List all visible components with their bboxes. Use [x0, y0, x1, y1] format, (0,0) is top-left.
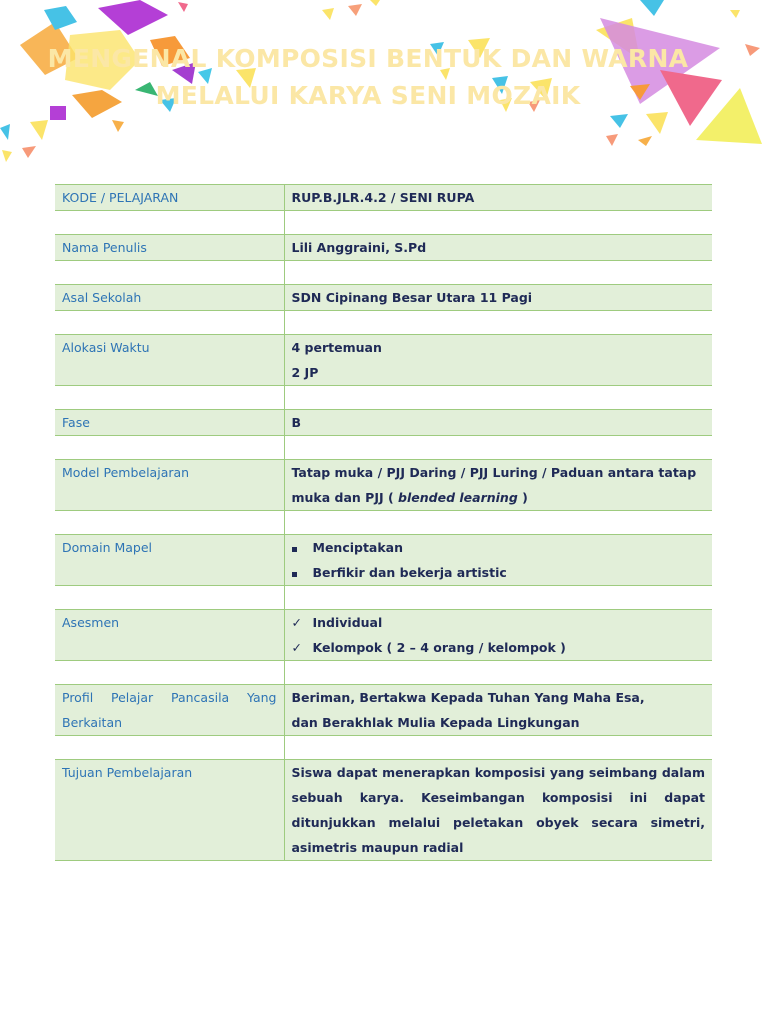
confetti-shape — [348, 4, 362, 16]
confetti-shape — [30, 120, 48, 140]
spacer-row — [55, 211, 712, 235]
confetti-shape — [606, 134, 618, 146]
penulis-value: Lili Anggraini, S.Pd — [284, 235, 712, 261]
kode-value: RUP.B.JLR.4.2 / SENI RUPA — [284, 185, 712, 211]
confetti-shape — [178, 2, 188, 12]
row-profil-pelajar — [55, 685, 712, 736]
waktu-line-1: 4 pertemuan — [291, 340, 382, 355]
fase-value: B — [284, 410, 712, 436]
spacer-row — [55, 586, 712, 610]
domain-value — [284, 535, 712, 586]
domain-item-text: Menciptakan — [312, 540, 404, 555]
spacer-row — [55, 261, 712, 285]
domain-label: Domain Mapel — [55, 535, 284, 586]
asesmen-item — [292, 610, 706, 635]
profil-label-word: Profil — [62, 690, 94, 705]
row-alokasi-waktu — [55, 335, 712, 386]
row-asesmen — [55, 610, 712, 661]
spacer-row — [55, 736, 712, 760]
waktu-label: Alokasi Waktu — [55, 335, 284, 386]
confetti-shape — [640, 0, 664, 16]
sekolah-value: SDN Cipinang Besar Utara 11 Pagi — [284, 285, 712, 311]
model-label: Model Pembelajaran — [55, 460, 284, 511]
waktu-value — [284, 335, 712, 386]
sekolah-label: Asal Sekolah — [55, 285, 284, 311]
row-kode — [55, 185, 712, 211]
spacer-row — [55, 661, 712, 685]
domain-item — [292, 535, 706, 560]
row-fase — [55, 410, 712, 436]
document-title — [0, 40, 736, 114]
asesmen-label: Asesmen — [55, 610, 284, 661]
square-bullet-icon — [292, 560, 313, 585]
profil-label-line-2: Berkaitan — [62, 715, 123, 730]
confetti-shape — [322, 8, 334, 20]
profil-label-word: Yang — [247, 690, 277, 705]
row-sekolah — [55, 285, 712, 311]
confetti-shape — [2, 150, 12, 162]
spacer-row — [55, 386, 712, 410]
domain-item-text: Berfikir dan bekerja artistic — [312, 565, 507, 580]
module-info-table — [55, 184, 712, 861]
profil-line-2: dan Berakhlak Mulia Kepada Lingkungan — [291, 715, 580, 730]
model-italic-text: blended learning — [398, 490, 518, 505]
checkmark-icon: ✓ — [291, 615, 302, 630]
square-bullet-icon — [292, 535, 313, 560]
fase-label: Fase — [55, 410, 284, 436]
row-domain-mapel — [55, 535, 712, 586]
confetti-shape — [730, 10, 740, 18]
model-value — [284, 460, 712, 511]
spacer-row — [55, 311, 712, 335]
profil-value — [284, 685, 712, 736]
spacer-row — [55, 436, 712, 460]
asesmen-value — [284, 610, 712, 661]
confetti-shape — [0, 124, 10, 140]
profil-line-1: Beriman, Bertakwa Kepada Tuhan Yang Maha Esa, — [291, 690, 645, 705]
profil-label-word: Pancasila — [171, 690, 230, 705]
asesmen-item — [292, 635, 706, 660]
row-tujuan-pembelajaran — [55, 760, 712, 861]
model-text: Tatap muka / PJJ Daring / PJJ Luring / Paduan antara tatap muka dan PJJ ( — [291, 465, 697, 505]
confetti-shape — [638, 136, 652, 146]
confetti-shape — [646, 112, 668, 134]
confetti-shape — [112, 120, 124, 132]
row-penulis — [55, 235, 712, 261]
profil-label-word: Pelajar — [111, 690, 154, 705]
confetti-shape — [610, 114, 628, 128]
checkmark-icon: ✓ — [291, 640, 302, 655]
asesmen-item-text: Kelompok ( 2 – 4 orang / kelompok ) — [312, 640, 566, 655]
title-line-2: MELALUI KARYA SENI MOZAIK — [155, 81, 581, 110]
confetti-shape — [22, 146, 36, 158]
penulis-label: Nama Penulis — [55, 235, 284, 261]
title-line-1: MENGENAL KOMPOSISI BENTUK DAN WARNA — [47, 44, 689, 73]
domain-item — [292, 560, 706, 585]
row-model-pembelajaran — [55, 460, 712, 511]
confetti-shape — [745, 44, 760, 56]
model-text-end: ) — [517, 490, 528, 505]
profil-label — [55, 685, 284, 736]
spacer-row — [55, 511, 712, 535]
asesmen-item-text: Individual — [312, 615, 383, 630]
confetti-shape — [98, 0, 168, 35]
tujuan-label: Tujuan Pembelajaran — [55, 760, 284, 861]
tujuan-value: Siswa dapat menerapkan komposisi yang seimbang dalam sebuah karya. Keseimbangan komposisi ini dapat ditunjukkan melalui peletakan obyek secara simetri, asimetris maupun radial — [284, 760, 712, 861]
waktu-line-2: 2 JP — [291, 365, 319, 380]
confetti-shape — [370, 0, 380, 6]
kode-label: KODE / PELAJARAN — [55, 185, 284, 211]
